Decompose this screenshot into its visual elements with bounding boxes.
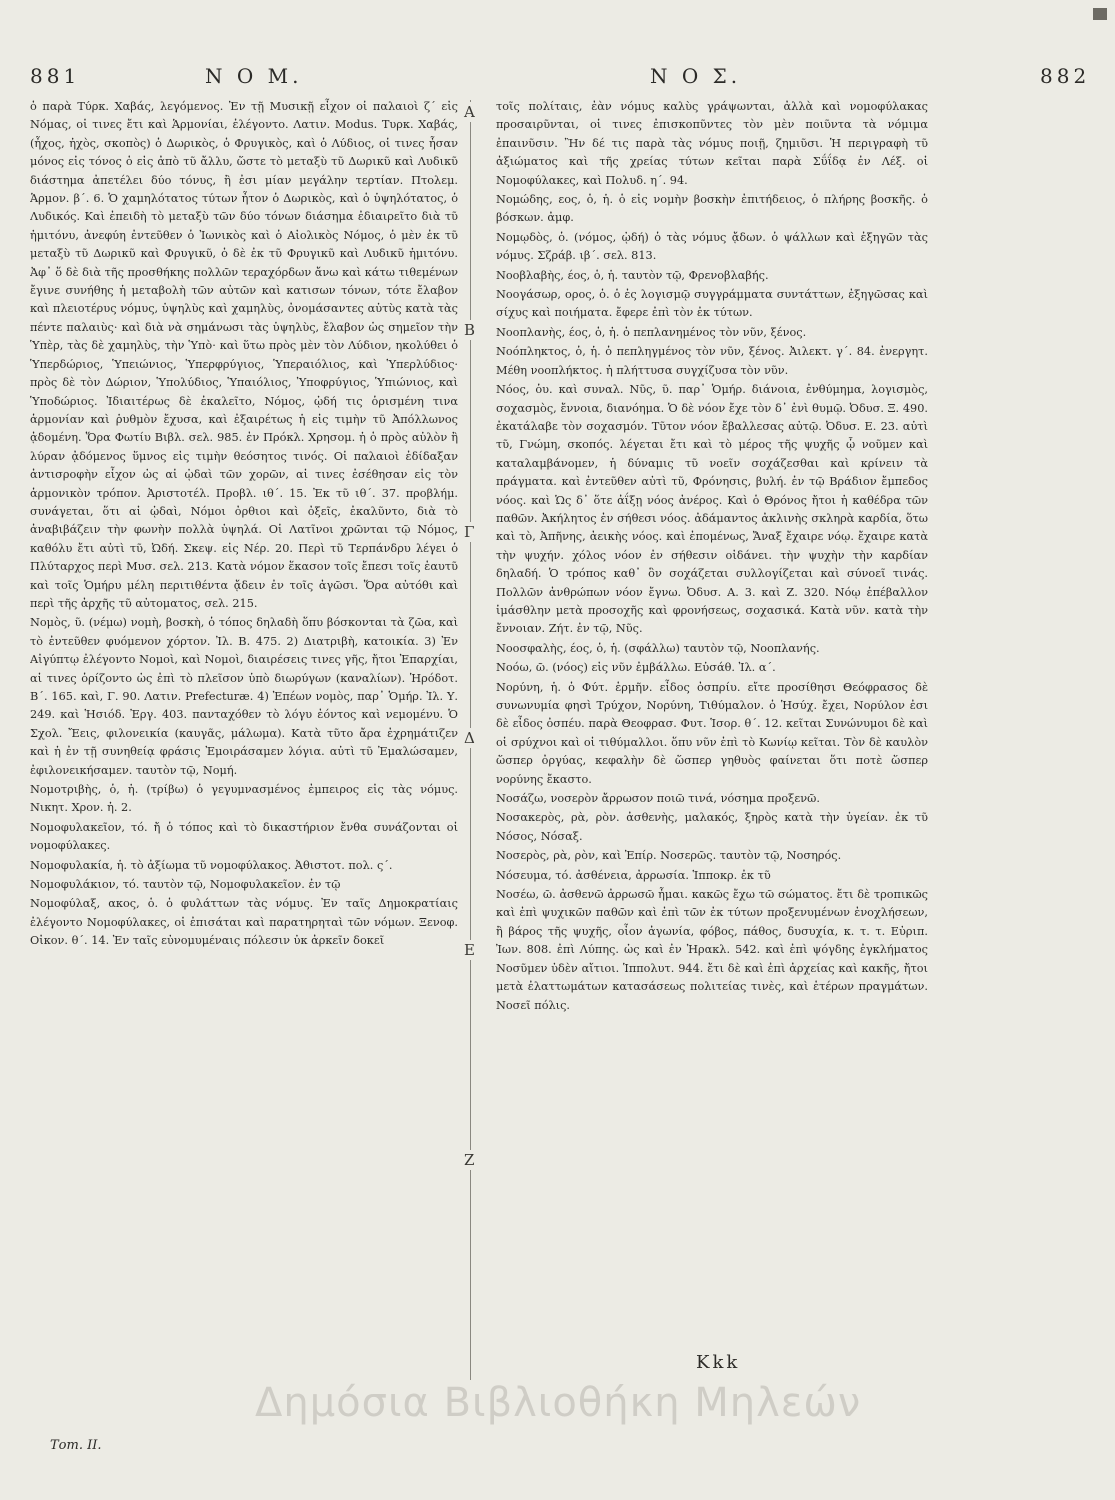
entry-paragraph: τοῖς πολίταις, ἐὰν νόμυς καλὺς γράψωνται, ἀλλὰ καὶ νομοφύλακας προσαιρῦνται, οἱ τινες ἐπισκοπῦντες τὸν μὲν ποιῦντα τὰ νόμιμα ἐπαινῦσιν. Ἢν δέ τις παρὰ τὰς νόμυς ποιῇ, ζημιῦσι. Ἡ περιγραφὴ τῦ ἀξιώματος καὶ τῆς χρείας τύτων κεῖται παρὰ Σΰΐδᾳ ἐν Λέξ. οἱ Νομοφύλακες, καὶ Πολυδ. η΄. 94.	[496, 100, 928, 187]
entry-paragraph: Νοόπληκτος, ὁ, ἡ. ὁ πεπληγμένος τὸν νῦν, ξένος. Ἀιλεκτ. γ΄. 84. ἐνεργητ. Μέθη νοοπλήκτος. ἡ πλήττυσα συγχίζυσα τὸν νῦν.	[496, 345, 928, 377]
entry-paragraph: Νοσερὸς, ρὰ, ρὸν, καὶ Ἐπίρ. Νοσερῶς. ταυτὸν τῷ, Νοσηρός.	[496, 849, 842, 863]
entry-paragraph: Νομώδης, εος, ὁ, ἡ. ὁ εἰς νομὴν βοσκὴν ἐπιτήδειος, ὁ πλήρης βοσκῆς. ὁ βόσκων. ἀμφ.	[496, 193, 928, 225]
section-letter: Γ	[464, 523, 475, 541]
running-headword-left: Ν Ο Μ.	[205, 64, 303, 88]
scan-edge-mark	[1093, 8, 1107, 20]
entry-paragraph: Νομοφύλαξ, ακος, ὁ. ὁ φυλάττων τὰς νόμυς. Ἐν ταῖς Δημοκρατίαις ἐλέγοντο Νομοφύλακες, οἱ ἐπισάται καὶ παρατηρηταὶ τῶν νόμων. Ξενοφ. Οἰκον. θ΄. 14. Ἐν ταῖς εὐνομυμέναις πόλεσιν ὐκ ἀρκεῖν δοκεῖ	[30, 897, 458, 948]
entry-paragraph: Νοσάζω, νοσερὸν ἄρρωσον ποιῶ τινά, νόσημα προξενῶ.	[496, 792, 820, 806]
entry-paragraph: Νόσευμα, τό. ἀσθένεια, ἀρρωσία. Ἱπποκρ. ἐκ τῦ	[496, 868, 771, 882]
entry-paragraph: Νοσέω, ῶ. ἀσθενῶ ἀρρωσῶ ἦμαι. κακῶς ἔχω τῶ σώματος. ἔτι δὲ τροπικῶς καὶ ἐπὶ ψυχικῶν παθῶν καὶ ἐπὶ τῶν ἐκ τύτων προξενυμένων ἐνοχλήσεων, ἢ βάρος τῆς ψυχῆς, οἷον ἀγωνία, φόβος, πάθος, δυσυχία, κ. τ. τ. Εὐριπ. Ἰων. 808. ἐπὶ Λύπης. ὡς καὶ ἐν Ἡρακλ. 542. καὶ ἐπὶ ψόγδης ἐγκλήματος Νοσῦμεν ὐδὲν αἴτιοι. Ἱππολυτ. 944. ἔτι δὲ καὶ ἐπὶ ἀρχείας καὶ κακῆς, ἤτοι μετὰ ἐλαττωμάτων κατασάσεως πολιτείας τινὲς, καὶ ἑτέρων πραγμάτων. Νοσεῖ πόλις.	[496, 888, 928, 1012]
section-letter: Ζ	[464, 1151, 475, 1169]
page-header	[0, 58, 1115, 98]
entry-paragraph: ὁ παρὰ Τύρκ. Χαβάς, λεγόμενος. Ἐν τῇ Μυσικῇ εἶχον οἱ παλαιοὶ ζ΄ εἰς Νόμας, οἱ τινες ἔτι καὶ Ἁρμονίαι, ἐλέγοντο. Λατιν. Modus. Τυρκ. Χαβάς, (ἦχος, ἠχὸς, σκοπὸς) ὁ Δωρικὸς, ὁ Φρυγικὸς, καὶ ὁ Λύδιος, οἱ τινες ἦσαν μόνος εἰς τόνος ὁ εἰς ἀπὸ τῦ ἄλλυ, ὥστε τὸ μεταξὺ τῦ Δωρικῦ καὶ Λυδικῦ διάστημα ἀπετέλει δύο τόνυς, ἢ ἐσι μίαν μεγάλην τερτίαν. Πτολεμ. Ἁρμον. β΄. 6. Ὁ χαμηλότατος τύτων ἦτον ὁ Δωρικὸς, καὶ ὁ ὑψηλότατος, ὁ Λυδικός. Καὶ ἐπειδὴ τὸ μεταξὺ τῶν δύο τόνων διάσημα ἐδιαιρεῖτο διὰ τῦ ἡμιτόνυ, ἀνεφύη ἐντεῦθεν ὁ Ἰωνικὸς καὶ ὁ Αἰολικὸς Νόμος, ὁ μὲν ἐκ τῦ μεταξὺ τῦ Δωρικῦ καὶ Φρυγικῦ, ὁ δὲ ἐκ τῦ Φρυγικῦ καὶ Λυδικῦ ἡμιτόνυ. Ἀφ᾿ ὅ δὲ διὰ τῆς προσθήκης πολλῶν τεραχόρδων ἄνω καὶ κάτω τιθεμένων ἔγινε συνήθης ἡ μεταβολὴ τῶν αὐτῶν καὶ κατισων τόνων, τότε ἔλαβον καὶ πλειοτέρυς νόμυς, ὑψηλὺς καὶ χαμηλὺς, ὀνομάσαντες αὐτὺς κατὰ τὰς πέντε παλαιὺς· καὶ διὰ νὰ σημάνωσι τὰς ὑψηλὺς, ἔλαβον ὡς σημεῖον τὴν Ὑπὲρ, τὰς δὲ χαμηλὺς, τὴν Ὑπὸ· καὶ ὕτω πρὸς μὲν τὸν Λύδιον, ηκολύθει ὁ Ὑπερδώριος, Ὑπειώνιος, Ὑπερφρύγιος, Ὑπεραιόλιος, καὶ Ὑπερλύδιος· πρὸς δὲ τὸν Δώριον, Ὑπολύδιος, Ὑπαιόλιος, Ὑποφρύγιος, Ὑπιώνιος, καὶ Ὑποδώριος. Ἰδιαιτέρως δὲ ἐκαλεῖτο, Νόμος, ᾠδή τις ὁρισμένη τινα ἁρμονίαν καὶ ῥυθμὸν ἔχυσα, καὶ ἐξαιρέτως ἡ εἰς τιμὴν τῦ Ἀπόλλωνος ᾀδομένη. Ὅρα Φωτίυ Βιβλ. σελ. 985. ἐν Πρόκλ. Χρησομ. ἡ ὁ πρὸς αὐλὸν ἢ λύραν ᾀδόμενος ὕμνος εἰς τιμὴν θεόσητος τινός. Οἱ παλαιοὶ ἐδίδαξαν ἀντισροφὴν εἶχον ὡς αἱ ᾠδαὶ τῶν χορῶν, αἱ τινες ἐσέθησαν εἰς τὸν ἁρμονικὸν τρόπον. Ἀριστοτέλ. Προβλ. ιθ΄. 15. Ἐκ τῦ ιθ΄. 37. προβλήμ. συνάγεται, ὅτι αἱ ᾠδαὶ, Νόμοι ὀρθιοι καὶ ὀξεῖς, ἐκαλῦντο, διὰ τὸ ἀναβιβάζειν τὴν φωνὴν πολλὰ ὑψηλά. Οἱ Λατῖνοι χρῶνται τῷ Νόμος, καθόλυ ἔτι αὐτὶ τῦ, Ὠδή. Σκεψ. εἰς Νέρ. 20. Περὶ τῦ Τερπάνδρυ λέγει ὁ Πλύταρχος περὶ Μυσ. σελ. 213. Κατὰ νόμον ἕκασον τοῖς ἔπεσι τοῖς ἑαυτῦ καὶ τοῖς Ὁμήρυ μέλη περιτιθέντα ᾄδειν ἐν τοῖς ἀγῶσι. Ὅρα αὐτόθι καὶ περὶ τῆς ἀρχῆς τῦ αὐτοματος, σελ. 215.	[30, 100, 458, 610]
entry-paragraph: Νοσακερὸς, ρὰ, ρὸν. ἀσθενὴς, μαλακός, ξηρὸς κατὰ τὴν ὑγείαν. ἐκ τῦ Νόσος, Νόσαξ.	[496, 811, 928, 843]
entry-paragraph: Νοοπλανὴς, έος, ὁ, ἡ. ὁ πεπλανημένος τὸν νῦν, ξένος.	[496, 325, 807, 339]
entry-paragraph: Νομοφυλακία, ἡ. τὸ ἀξίωμα τῦ νομοφύλακος. Ἀθιστοτ. πολ. ς΄.	[30, 858, 393, 872]
signature-mark: Kkk	[696, 1352, 741, 1373]
entry-paragraph: Νομῳδὸς, ὁ. (νόμος, ᾠδή) ὁ τὰς νόμυς ᾄδων. ὁ ψάλλων καὶ ἐξηγῶν τὰς νόμυς. Σζράβ. ιβ΄. σελ. 813.	[496, 230, 928, 263]
entry-paragraph: Νοοβλαβὴς, έος, ὁ, ἡ. ταυτὸν τῷ, Φρενοβλαβής.	[496, 268, 769, 282]
running-headword-right: Ν Ο Σ.	[650, 64, 742, 88]
entry-paragraph: Νομοτριβὴς, ὁ, ἡ. (τρίβω) ὁ γεγυμνασμένος ἐμπειρος εἰς τὰς νόμυς. Νικητ. Χρον. ἡ. 2.	[30, 783, 458, 815]
right-column	[496, 98, 928, 1368]
entry-paragraph: Νοοσφαλὴς, έος, ὁ, ἡ. (σφάλλω) ταυτὸν τῷ, Νοοπλανής.	[496, 641, 820, 655]
page-number-left: 881	[30, 64, 81, 88]
entry-paragraph: Νομὸς, ῦ. (νέμω) νομὴ, βοσκὴ, ὁ τόπος δηλαδὴ ὅπυ βόσκονται τὰ ζῶα, καὶ τὸ ἐντεῦθεν φυόμενον χόρτον. Ἰλ. Β. 475. 2) Διατριβὴ, κατοικία. 3) Ἐν Αἰγύπτῳ ἐλέγοντο Νομοὶ, καὶ Νομοὶ, διαιρέσεις τινες γῆς, ἤτοι Ἐπαρχίαι, αἱ τινες ὁρίζοντο ὡς ἐπὶ τὸ πλεῖσον ὑπὸ διωρύγων (καναλίων). Ἡρόδοτ. Β΄. 165. καὶ, Γ. 90. Λατιν. Prefecturæ. 4) Ἐπέων νομὸς, παρ᾿ Ὁμήρ. Ἰλ. Υ. 249. καὶ Ἡσιόδ. Ἐργ. 403. πανταχόθεν τὸ λόγυ ἐόντος καὶ νεμομένυ. Ὁ Σχολ. Ἔεις, φιλονεικία (καυγᾶς, μάλωμα). Κατὰ τῦτο ἄρα ἐχρημάτιζεν καὶ ἡ ἐν τῇ συνηθείᾳ φράσις Ἐμοιράσαμεν λόγια. αὐτὶ τῦ Ἐμαλώσαμεν, ἐφιλονεικήσαμεν. ταυτὸν τῷ, Νομή.	[30, 616, 458, 777]
section-letter: Β	[464, 321, 476, 339]
entry-paragraph: Νομοφυλακεῖον, τό. ἤ ὁ τόπος καὶ τὸ δικαστήριον ἔνθα συνάζονται οἱ νομοφύλακες.	[30, 820, 458, 853]
left-column	[30, 98, 458, 1433]
section-letter: Δ	[464, 729, 475, 747]
volume-note: Τom. II.	[50, 1438, 102, 1453]
entry-paragraph: Νοόω, ῶ. (νόος) εἰς νῦν ἐμβάλλω. Εὐσάθ. Ἰλ. α΄.	[496, 661, 776, 675]
entry-paragraph: Νόος, ὁυ. καὶ συναλ. Νῦς, ῦ. παρ᾿ Ὁμήρ. διάνοια, ἐνθύμημα, λογισμὸς, σοχασμὸς, ἔννοια, διανόημα. Ὁ δὲ νόον ἔχε τὸν δ᾿ ἐνὶ θυμῷ. Ὀδυσ. Ξ. 490. ἐκατάλαβε τὸν σοχασμόν. Τῦτον νόον ἔβαλλεσας αὐτῷ. Ὀδυσ. Ε. 23. αὐτὶ τῦ, Γνώμη, σκοπός. λέγεται ἔτι καὶ τὸ μέρος τῆς ψυχῆς ᾧ νοῦμεν καὶ καταλαμβάνομεν, ἡ δύναμις τῦ νοεῖν σοχάζεσθαι καὶ κρίνειν τὰ πράγματα. καὶ ἐντεῦθεν αὐτὶ τῦ, Φρόνησις, βυλή. ἐν τῷ Βράδιον ἔμπεδος νόος. καὶ Ὡς δ᾿ ὅτε ἀΐξῃ νόος ἀνέρος. Καὶ ὁ Θρόνος ἤτοι ἡ καθέδρα τῶν παθῶν. Ἀκήλητος ἐν σήθεσι νόος. ἀδάμαντος ἀκλινὴς σκληρὰ καρδία, ὅτω καὶ τὸ, Ἀπῆνης, ἀεικὴς νόος. καὶ ἐπομένως, Ἄναξ ἔχαιρε νόῳ. ἔχαιρε κατὰ τὴν ψυχήν. χόλος νόον ἐν σήθεσιν οἰδάνει. τὴν ψυχὴν τὴν καρδίαν δηλαδή. Ὁ τρόπος καθ᾿ ὃν σοχάζεται συλλογίζεται καὶ σύνοεῖ τινάς. Πολλῶν ἀνθρώπων νόον ἔγνω. Ὀδυσ. Α. 3. καὶ Ζ. 320. Νόῳ ἐπέβαλλον ἱμάσθλην μετὰ προσοχῆς καὶ φρονήσεως, σοχασικά. Κατὰ νῦν. κατὰ τὴν ἔννοιαν. Ζήτ. ἐν τῷ, Νῦς.	[496, 383, 928, 636]
section-letters	[462, 100, 482, 1200]
library-watermark: Δημόσια Βιβλιοθήκη Μηλεών	[255, 1380, 862, 1426]
section-letter: Α	[464, 103, 475, 121]
section-letter: Ε	[464, 941, 475, 959]
page-number-right: 882	[1040, 64, 1091, 88]
entry-paragraph: Νομοφυλάκιον, τό. ταυτὸν τῷ, Νομοφυλακεῖον. ἐν τῷ	[30, 878, 341, 892]
entry-paragraph: Νοογάσωρ, ορος, ὁ. ὁ ἐς λογισμῷ συγγράμματα συντάττων, ἐξηγῶσας καὶ σίχυς καὶ ποιήματα. ἔφερε ἐπὶ τὸν ἐκ τύτων.	[496, 288, 928, 320]
entry-paragraph: Νορύνη, ἡ. ὁ Φύτ. ἑρμῆν. εἶδος ὀσπρίυ. εἴτε προσίθησι Θεόφρασος δὲ συνωνυμία φησὶ Τρύχον, Νορύνη, Τιθύμαλον. ὁ Ἡσύχ. ἔχει, Νορύλον ἐσι δὲ εἶδος ὀσπέυ. παρὰ Θεοφρασ. Φυτ. Ἱσορ. θ΄. 12. κεῖται Συνώνυμοι δὲ καὶ οἱ σρύχνοι καὶ οἱ τιθύμαλλοι. ὅπυ νῦν ἐπὶ τὸ Κωνίῳ κεῖται. Τὸν δὲ καυλὸν ὥσπερ ὀργύας, κεφαλὴν δὲ ὥσπερ γηθυὸς φαίνεται ὅτι ποτὲ ὥσπερ νορύνης ἔκαστο.	[496, 680, 928, 786]
